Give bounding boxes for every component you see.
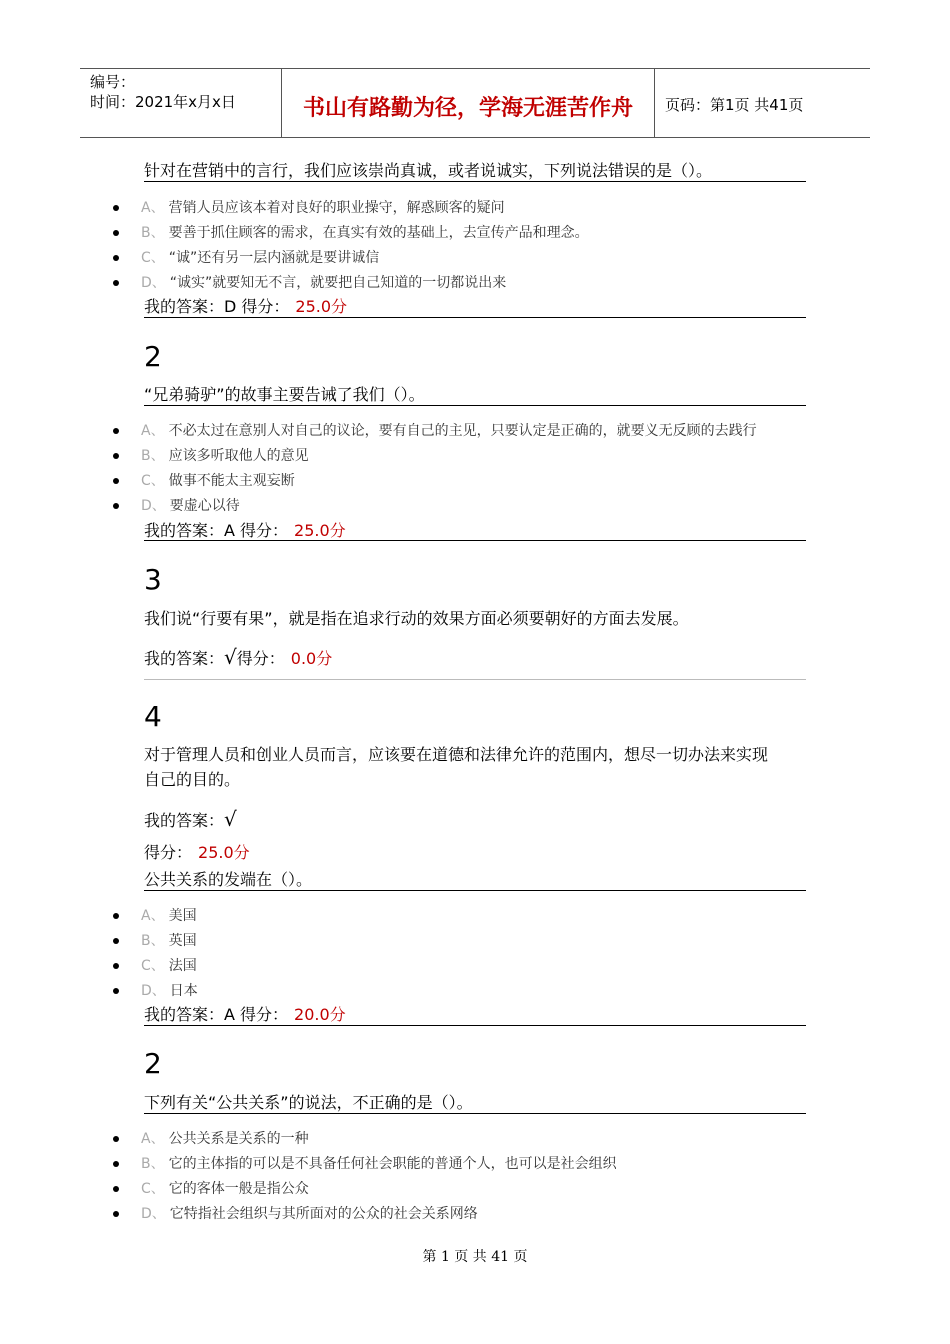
bullet-icon xyxy=(113,988,119,994)
question-text: 针对在营销中的言行，我们应该崇尚真诚，或者说诚实，下列说法错误的是（）。 xyxy=(144,161,713,180)
divider xyxy=(144,540,806,541)
question-text: “兄弟骑驴”的故事主要告诫了我们（）。 xyxy=(144,385,425,404)
option-d[interactable]: D、 “诚实”就要知无不言，就要把自己知道的一切都说出来 xyxy=(113,273,506,293)
bullet-icon xyxy=(113,1211,119,1217)
question-text: 我们说“行要有果”，就是指在追求行动的效果方面必须要朝好的方面去发展。 xyxy=(144,609,689,628)
my-answer: 我的答案：D 得分： 25.0分 xyxy=(144,297,348,316)
score: 25.0分 xyxy=(295,297,348,316)
question-text: 公共关系的发端在（）。 xyxy=(144,870,313,889)
bullet-icon xyxy=(113,938,119,944)
option-d[interactable]: D、 它特指社会组织与其所面对的公众的社会关系网络 xyxy=(113,1204,478,1224)
score-line: 得分： 25.0分 xyxy=(144,843,250,862)
bullet-icon xyxy=(113,913,119,919)
bullet-icon xyxy=(113,205,119,211)
page-number-label: 页码：第1页 共41页 xyxy=(665,96,804,114)
header-center-cell xyxy=(282,69,655,137)
score: 25.0分 xyxy=(198,843,250,862)
divider xyxy=(144,317,806,318)
question-text: 下列有关“公共关系”的说法，不正确的是（）。 xyxy=(144,1093,473,1112)
divider xyxy=(144,679,806,680)
question-number: 2 xyxy=(144,1047,162,1080)
header-left-cell xyxy=(80,69,282,137)
my-answer: 我的答案：A 得分： 20.0分 xyxy=(144,1005,346,1024)
code-label: 编号： xyxy=(90,73,136,91)
score: 25.0分 xyxy=(294,521,346,540)
divider xyxy=(144,1113,806,1114)
bullet-icon xyxy=(113,230,119,236)
option-c[interactable]: C、 法国 xyxy=(113,956,197,976)
bullet-icon xyxy=(113,503,119,509)
option-a[interactable]: A、 公共关系是关系的一种 xyxy=(113,1129,309,1149)
bullet-icon xyxy=(113,478,119,484)
time-label: 时间：2021年x月x日 xyxy=(90,93,236,111)
option-b[interactable]: B、 要善于抓住顾客的需求，在真实有效的基础上，去宣传产品和理念。 xyxy=(113,223,589,243)
bullet-icon xyxy=(113,428,119,434)
option-c[interactable]: C、 做事不能太主观妄断 xyxy=(113,471,295,491)
my-answer: 我的答案：√ xyxy=(144,807,237,831)
option-c[interactable]: C、 它的客体一般是指公众 xyxy=(113,1179,309,1199)
question-text-line1: 对于管理人员和创业人员而言，应该要在道德和法律允许的范围内，想尽一切办法来实现 xyxy=(144,745,769,764)
question-number: 2 xyxy=(144,340,162,373)
bullet-icon xyxy=(113,1136,119,1142)
divider xyxy=(144,181,806,182)
option-a[interactable]: A、 美国 xyxy=(113,906,197,926)
question-text-line2: 自己的目的。 xyxy=(144,770,241,789)
option-d[interactable]: D、 日本 xyxy=(113,981,198,1001)
header-right-cell xyxy=(655,69,870,137)
option-c[interactable]: C、 “诚”还有另一层内涵就是要讲诚信 xyxy=(113,248,379,268)
bullet-icon xyxy=(113,453,119,459)
bullet-icon xyxy=(113,280,119,286)
score: 0.0分 xyxy=(290,649,333,668)
my-answer: 我的答案：√得分： 0.0分 xyxy=(144,645,333,669)
option-b[interactable]: B、 应该多听取他人的意见 xyxy=(113,446,309,466)
option-a[interactable]: A、 营销人员应该本着对良好的职业操守，解惑顾客的疑问 xyxy=(113,198,505,218)
divider xyxy=(144,890,806,891)
divider xyxy=(144,1025,806,1026)
option-b[interactable]: B、 英国 xyxy=(113,931,197,951)
bullet-icon xyxy=(113,963,119,969)
question-number: 4 xyxy=(144,700,162,733)
bullet-icon xyxy=(113,1186,119,1192)
motto: 书山有路勤为径，学海无涯苦作舟 xyxy=(302,95,633,121)
page-footer: 第 1 页 共 41 页 xyxy=(422,1249,528,1265)
checkmark-icon: √ xyxy=(224,645,237,669)
checkmark-icon: √ xyxy=(224,807,237,831)
page-header xyxy=(80,68,870,138)
score: 20.0分 xyxy=(294,1005,346,1024)
option-d[interactable]: D、 要虚心以待 xyxy=(113,496,240,516)
question-number: 3 xyxy=(144,563,162,596)
divider xyxy=(144,405,806,406)
my-answer: 我的答案：A 得分： 25.0分 xyxy=(144,521,346,540)
bullet-icon xyxy=(113,1161,119,1167)
option-b[interactable]: B、 它的主体指的可以是不具备任何社会职能的普通个人，也可以是社会组织 xyxy=(113,1154,617,1174)
bullet-icon xyxy=(113,255,119,261)
option-a[interactable]: A、 不必太过在意别人对自己的议论，要有自己的主见，只要认定是正确的，就要义无反顾的去践行 xyxy=(113,421,757,441)
